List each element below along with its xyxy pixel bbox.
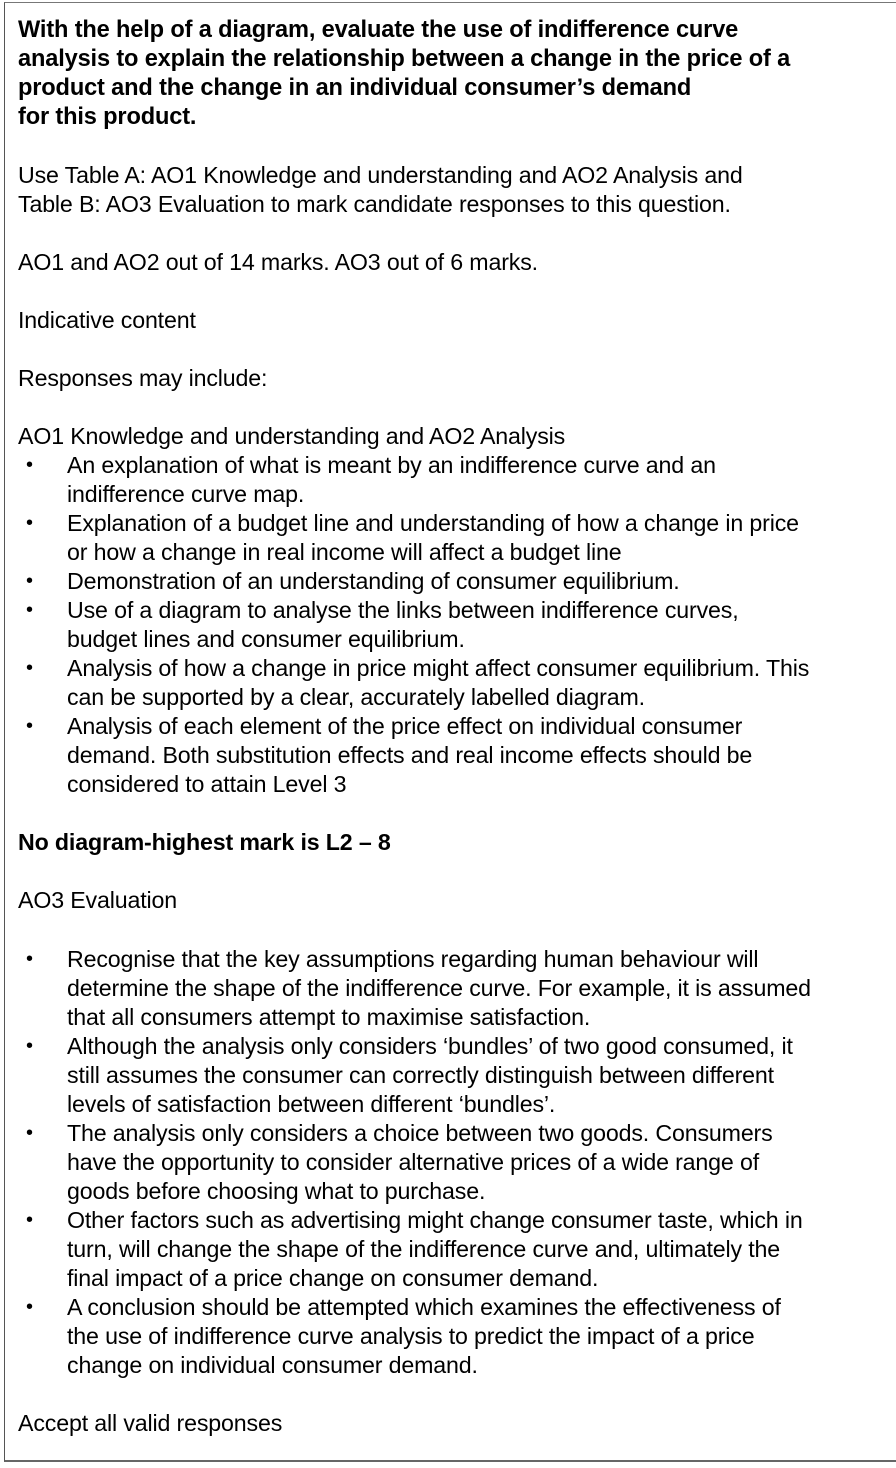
list-item <box>18 1119 890 1206</box>
spacer <box>18 219 890 248</box>
bullet-icon: • <box>26 657 33 679</box>
question-title <box>18 16 890 132</box>
bullet-icon: • <box>26 512 33 534</box>
bullet-icon: • <box>26 570 33 592</box>
list-item <box>18 1032 890 1119</box>
list-item-line: indifference curve map. <box>67 481 305 507</box>
bullet-icon: • <box>26 1295 33 1318</box>
ao3-list <box>18 945 890 1380</box>
bullet-icon: • <box>26 1208 33 1231</box>
closing-note: Accept all valid responses <box>18 1409 283 1436</box>
list-item-line: demand. Both substitution effects and real income effects should be <box>67 742 753 768</box>
ao1-ao2-heading: AO1 Knowledge and understanding and AO2 Analysis <box>18 423 566 449</box>
tables-instruction <box>18 161 890 219</box>
ao3-heading: AO3 Evaluation <box>18 887 178 913</box>
spacer <box>18 277 890 306</box>
list-item-line: Use of a diagram to analyse the links between indifference curves, <box>67 597 739 623</box>
spacer <box>18 915 890 945</box>
list-item-line: Explanation of a budget line and understanding of how a change in price <box>67 510 799 536</box>
list-item <box>18 654 890 712</box>
list-item-line: An explanation of what is meant by an indifference curve and an <box>67 452 716 478</box>
list-item-line: Demonstration of an understanding of consumer equilibrium. <box>67 568 680 594</box>
list-item-line: the use of indifference curve analysis to predict the impact of a price <box>67 1322 755 1349</box>
list-item <box>18 596 890 654</box>
list-item-line: determine the shape of the indifference curve. For example, it is assumed <box>67 974 811 1001</box>
list-item-line: considered to attain Level 3 <box>67 771 347 797</box>
mark-scheme-content <box>18 16 890 1438</box>
bullet-icon: • <box>26 1121 33 1144</box>
list-item-line: can be supported by a clear, accurately labelled diagram. <box>67 684 645 710</box>
responses-may-include-label: Responses may include: <box>18 365 268 391</box>
bullet-icon: • <box>26 454 33 476</box>
bullet-icon: • <box>26 1034 33 1057</box>
list-item <box>18 1206 890 1293</box>
list-item <box>18 567 890 596</box>
list-item-line: The analysis only considers a choice between two goods. Consumers <box>67 1119 773 1146</box>
list-item-line: turn, will change the shape of the indifference curve and, ultimately the <box>67 1235 781 1262</box>
list-item <box>18 451 890 509</box>
no-diagram-note: No diagram-highest mark is L2 – 8 <box>18 829 391 855</box>
list-item-line: final impact of a price change on consumer demand. <box>67 1264 599 1291</box>
tables-instruction-line: Table B: AO3 Evaluation to mark candidate responses to this question. <box>18 191 731 217</box>
indicative-content-label: Indicative content <box>18 307 196 333</box>
spacer <box>18 335 890 364</box>
question-title-line: product and the change in an individual consumer’s demand <box>18 75 692 101</box>
spacer <box>18 132 890 161</box>
ao1-ao2-list <box>18 451 890 799</box>
list-item-line: A conclusion should be attempted which examines the effectiveness of <box>67 1293 781 1320</box>
spacer <box>18 393 890 422</box>
list-item-line: or how a change in real income will affect a budget line <box>67 539 622 565</box>
bullet-icon: • <box>26 599 33 621</box>
list-item-line: budget lines and consumer equilibrium. <box>67 626 465 652</box>
list-item <box>18 945 890 1032</box>
question-title-line: With the help of a diagram, evaluate the use of indifference curve <box>18 17 739 43</box>
list-item <box>18 509 890 567</box>
spacer <box>18 857 890 886</box>
question-title-line: analysis to explain the relationship between a change in the price of a <box>18 46 791 72</box>
bullet-icon: • <box>26 715 33 737</box>
list-item-line: still assumes the consumer can correctly distinguish between different <box>67 1061 774 1088</box>
list-item-line: change on individual consumer demand. <box>67 1351 478 1378</box>
list-item-line: Recognise that the key assumptions regarding human behaviour will <box>67 945 759 972</box>
list-item-line: Analysis of each element of the price effect on individual consumer <box>67 713 743 739</box>
list-item <box>18 1293 890 1380</box>
question-title-line: for this product. <box>18 104 197 130</box>
tables-instruction-line: Use Table A: AO1 Knowledge and understanding and AO2 Analysis and <box>18 162 743 188</box>
list-item <box>18 712 890 799</box>
list-item-line: Although the analysis only considers ‘bundles’ of two good consumed, it <box>67 1032 793 1059</box>
bullet-icon: • <box>26 947 33 970</box>
spacer <box>18 799 890 828</box>
list-item-line: that all consumers attempt to maximise satisfaction. <box>67 1003 591 1030</box>
list-item-line: goods before choosing what to purchase. <box>67 1177 486 1204</box>
marks-allocation: AO1 and AO2 out of 14 marks. AO3 out of 6 marks. <box>18 249 538 275</box>
spacer <box>18 1380 890 1409</box>
list-item-line: levels of satisfaction between different ‘bundles’. <box>67 1090 556 1117</box>
list-item-line: have the opportunity to consider alternative prices of a wide range of <box>67 1148 759 1175</box>
list-item-line: Other factors such as advertising might change consumer taste, which in <box>67 1206 803 1233</box>
list-item-line: Analysis of how a change in price might affect consumer equilibrium. This <box>67 655 810 681</box>
